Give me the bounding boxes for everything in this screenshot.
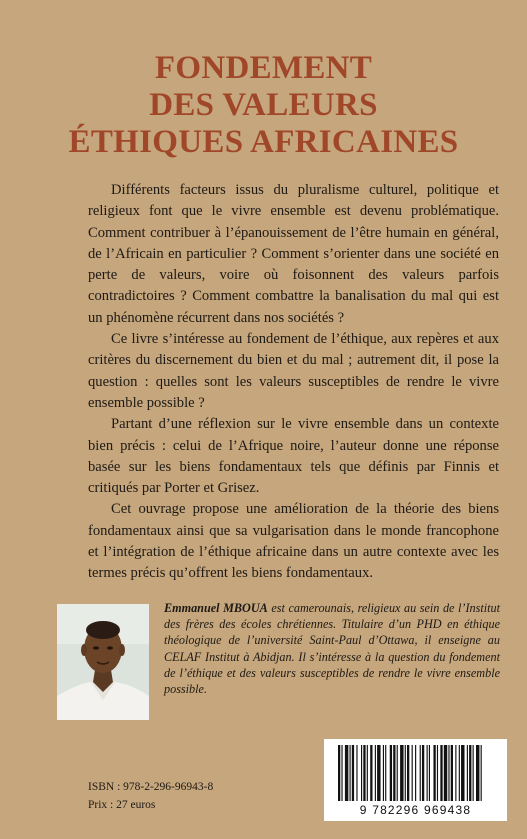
summary-paragraph-1: Différents facteurs issus du pluralisme culturel, politique et religieux font que le vivre ensemble est devenu problématique. Comment contribuer à l’épanouissement de l’être humain en général, de l’Africain en particulier ? Comment s’orienter dans une société en perte de valeurs, voire où foisonnent des valeurs parfois contradictoires ? Comment combattre la banalisation du mal qui est un phénomène récurrent dans nos sociétés ?: [88, 182, 499, 326]
barcode-bars: [324, 739, 507, 803]
title-line-3: ÉTHIQUES AFRICAINES: [68, 124, 459, 160]
price-label: Prix : 27 euros: [88, 799, 156, 811]
barcode: [324, 739, 507, 821]
author-photo: [57, 604, 149, 720]
author-bio-text: est camerounais, religieux au sein de l’Institut des frères des écoles chrétiennes. Titulaire d’un PHD en éthique théologique de l’université Saint-Paul d’Ottawa, il enseigne au CELAF Institut à Abidjan. Il s’intéresse à la question du fondement de l’éthique et des valeurs susceptibles de rendre le vivre ensemble possible.: [164, 601, 500, 697]
book-title: [0, 50, 527, 161]
title-line-1: FONDEMENT: [154, 50, 373, 86]
author-name: Emmanuel MBOUA: [164, 601, 268, 615]
title-line-2: DES VALEURS: [149, 87, 378, 123]
author-bio: [164, 600, 500, 697]
summary-paragraph-3: Partant d’une réflexion sur le vivre ensemble dans un contexte bien précis : celui de l’Afrique noire, l’auteur donne une réponse basée sur les biens fondamentaux tels que définis par Finnis et critiqués par Porter et Grisez.: [88, 416, 499, 497]
back-cover-summary: [88, 180, 499, 585]
barcode-digits: 9 782296 969438: [359, 803, 472, 817]
isbn-number: ISBN : 978-2-296-96943-8: [88, 781, 214, 793]
summary-paragraph-4: Cet ouvrage propose une amélioration de la théorie des biens fondamentaux ainsi que sa vulgarisation dans le monde francophone et l’intégration de l’éthique africaine dans un autre contexte avec les termes précis qu’offrent les biens fondamentaux.: [88, 501, 499, 582]
summary-paragraph-2: Ce livre s’intéresse au fondement de l’éthique, aux repères et aux critères du discernement du bien et du mal ; autrement dit, il pose la question : quelles sont les valeurs susceptibles de rendre le vivre ensemble possible ?: [88, 331, 499, 411]
